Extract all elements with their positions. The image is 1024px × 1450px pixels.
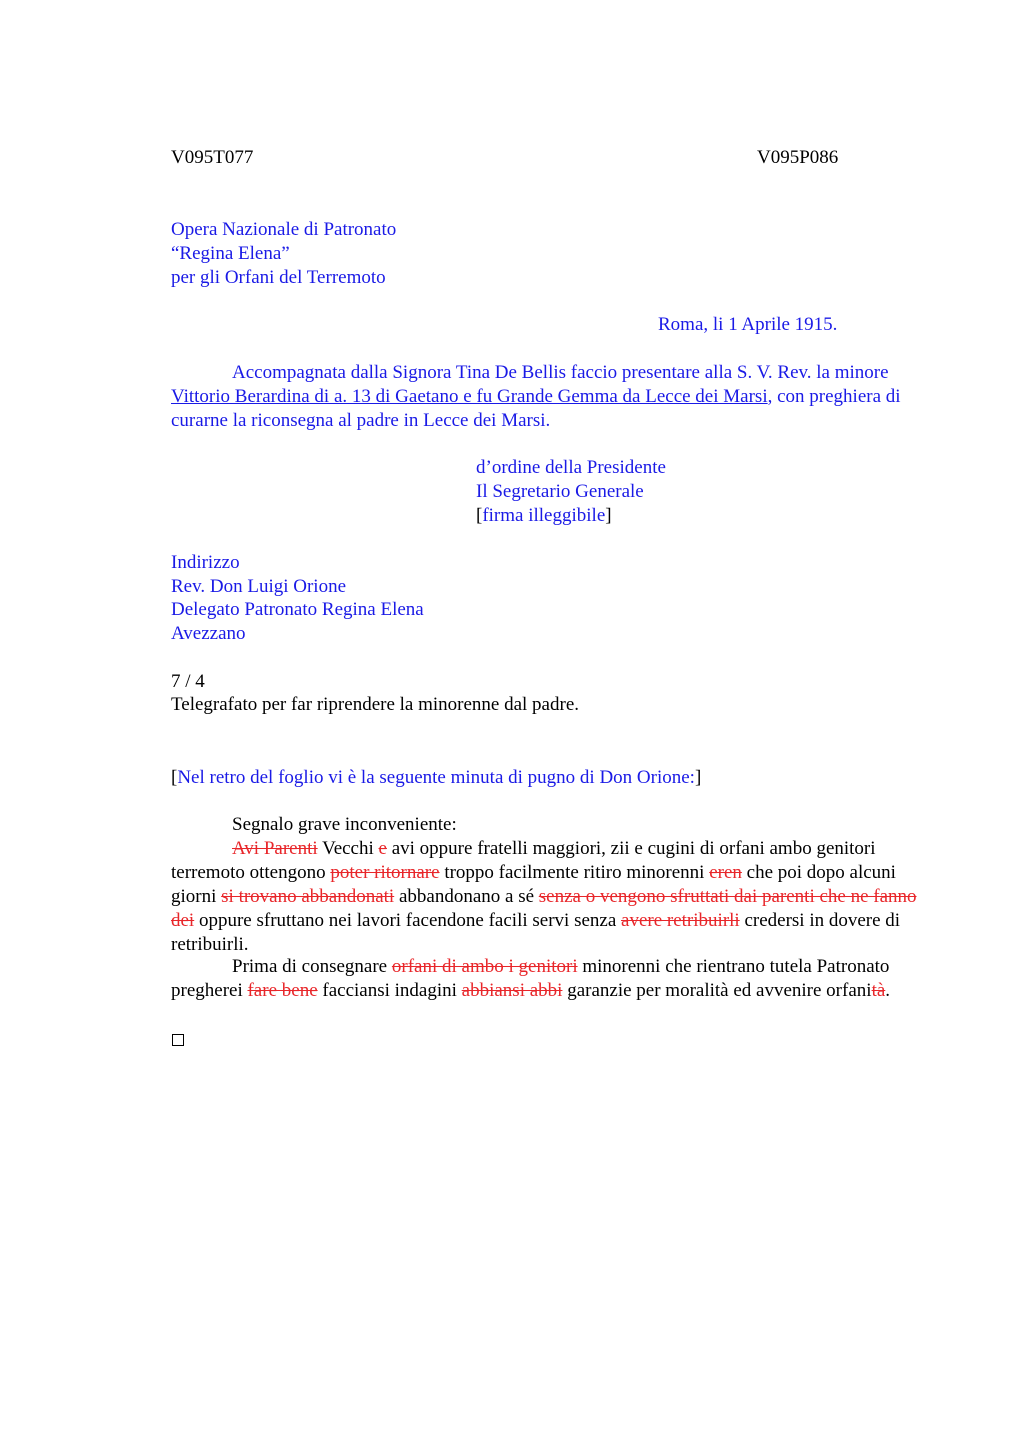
draft-text: avi oppure fratelli maggiori, zii e cugini di orfani ambo genitori terremoto ottengono: [171, 838, 876, 883]
strike-11: tà: [871, 980, 886, 1001]
annotation-text: Telegrafato per far riprendere la minorenne dal padre.: [171, 694, 579, 715]
body-minor-name: Vittorio Berardina di a. 13 di Gaetano e fu Grande Gemma da Lecce dei Marsi: [171, 386, 768, 407]
body-part-2: , con preghiera di curarne la riconsegna al padre in Lecce dei Marsi.: [171, 386, 901, 431]
letterhead-line-3: per gli Orfani del Terremoto: [171, 267, 386, 288]
signature-note: [476, 504, 612, 528]
strike-7: avere retribuirli: [621, 910, 740, 931]
draft-paragraph-2: [171, 955, 928, 1003]
back-note-text: Nel retro del foglio vi è la seguente minuta di pugno di Don Orione:: [177, 767, 695, 788]
strike-3: poter ritornare: [330, 862, 440, 883]
draft-heading: Segnalo grave inconveniente:: [232, 814, 457, 835]
draft-text: Vecchi: [317, 838, 379, 859]
signature-line-1: d’ordine della Presidente: [476, 457, 666, 478]
strike-2: e: [378, 838, 387, 859]
letter-date: Roma, li 1 Aprile 1915.: [658, 314, 838, 335]
body-part-1: Accompagnata dalla Signora Tina De Bellis faccio presentare alla S. V. Rev. la minore: [232, 362, 889, 383]
draft-text: minorenni che rientrano tutela Patronato pregherei: [171, 956, 890, 1001]
back-note-bracket-open: [: [171, 767, 178, 788]
strike-10: abbiansi abbi: [461, 980, 563, 1001]
header-left-code: V095T077: [171, 147, 254, 168]
strike-8: orfani di ambo i genitori: [391, 956, 578, 977]
annotation-date: 7 / 4: [171, 671, 205, 692]
draft-text: troppo facilmente ritiro minorenni: [439, 862, 710, 883]
signature-line-2: Il Segretario Generale: [476, 481, 644, 502]
address-line-4: Avezzano: [171, 623, 246, 644]
draft-text: che poi dopo alcuni giorni: [171, 862, 896, 907]
address-line-3: Delegato Patronato Regina Elena: [171, 599, 424, 620]
back-note: [171, 766, 701, 790]
strike-9: fare bene: [247, 980, 318, 1001]
draft-text: abbandonano a sé: [394, 886, 539, 907]
draft-text: oppure sfruttano nei lavori facendone facili servi senza: [194, 910, 622, 931]
strike-1: Avi Parenti: [232, 838, 318, 859]
strike-5: si trovano abbandonati: [221, 886, 395, 907]
strike-6: senza o vengono sfruttati dai parenti che ne fanno dei: [171, 886, 917, 931]
letter-body: [171, 361, 928, 433]
draft-text: facciansi indagini: [317, 980, 462, 1001]
draft-text: garanzie per moralità ed avvenire orfani: [562, 980, 872, 1001]
strike-4: eren: [709, 862, 742, 883]
signature-bracket-open: [: [476, 505, 483, 526]
address-line-2: Rev. Don Luigi Orione: [171, 576, 347, 597]
letterhead-line-2: “Regina Elena”: [171, 243, 290, 264]
end-square-icon: [172, 1029, 184, 1053]
draft-text: credersi in dovere di retribuirli.: [171, 910, 901, 955]
draft-text: Prima di consegnare: [232, 956, 392, 977]
signature-bracket-close: ]: [605, 505, 612, 526]
letterhead-line-1: Opera Nazionale di Patronato: [171, 219, 397, 240]
back-note-bracket-close: ]: [694, 767, 702, 788]
draft-paragraph-1: [171, 837, 928, 957]
address-line-1: Indirizzo: [171, 552, 240, 573]
draft-text: .: [885, 980, 891, 1001]
signature-illegible-note: firma illeggibile: [482, 505, 606, 526]
header-right-code: V095P086: [757, 147, 839, 168]
